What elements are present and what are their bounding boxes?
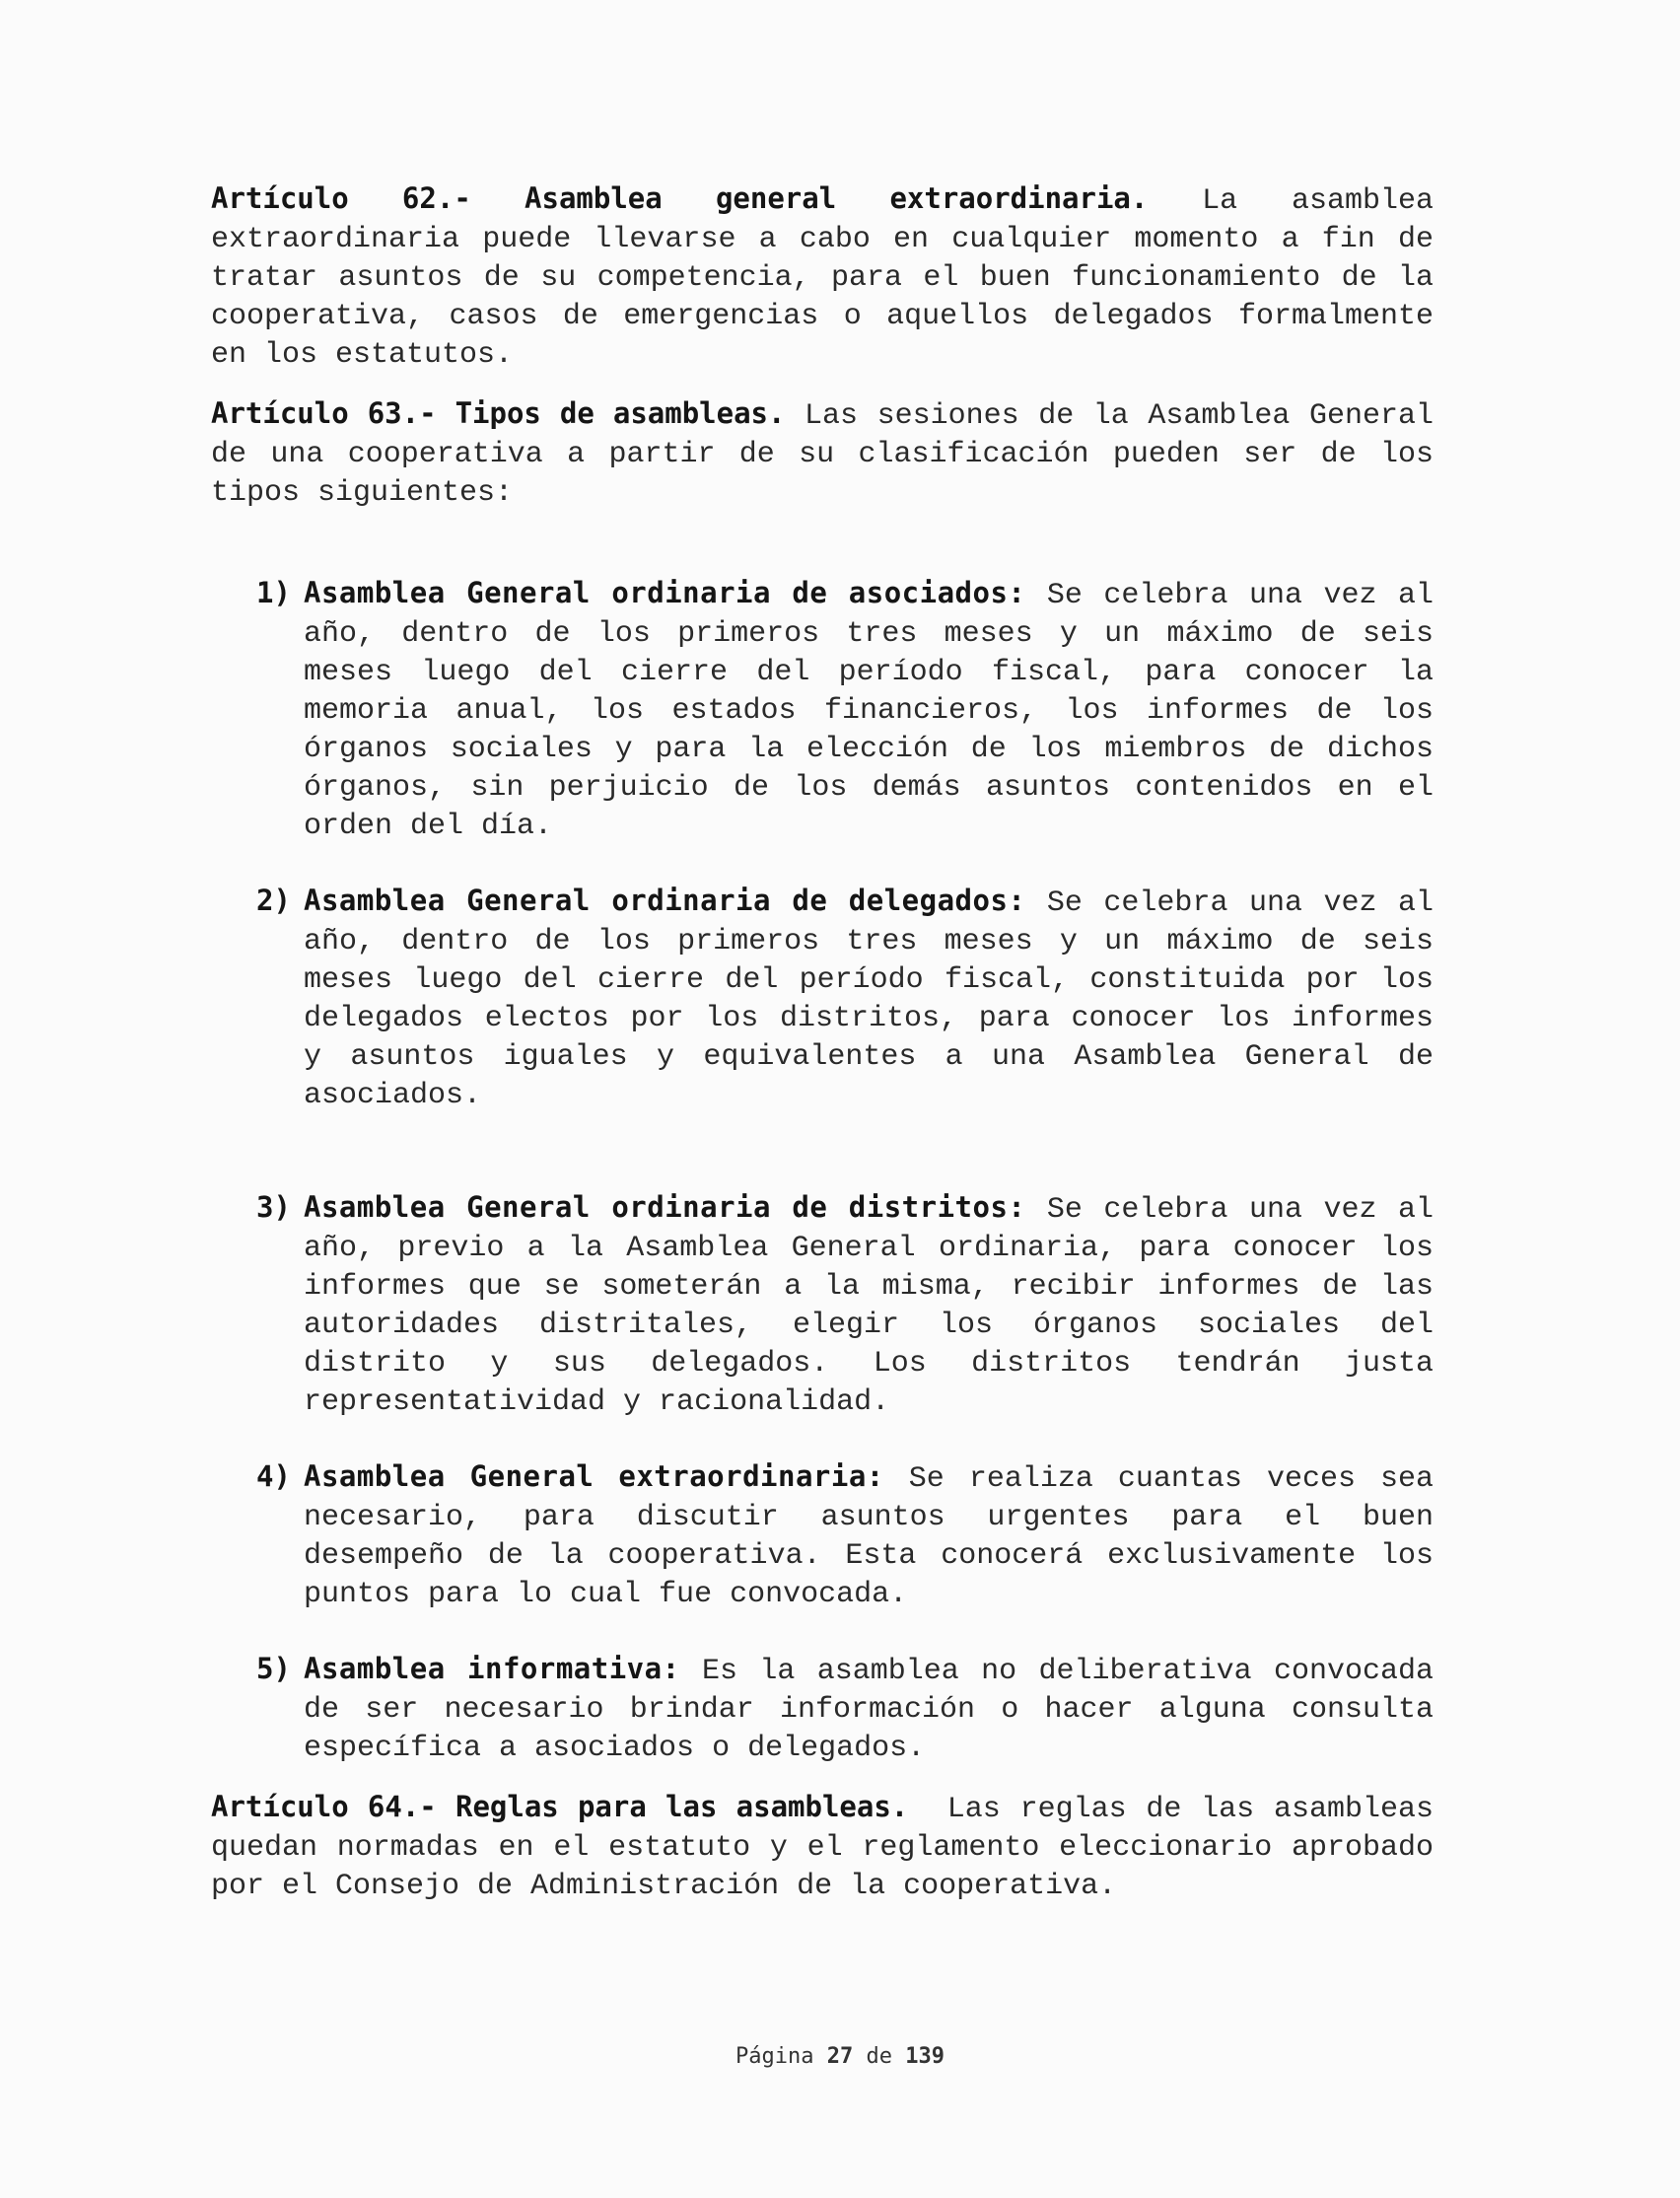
article-62 (211, 179, 1434, 375)
list-item-text: Se realiza cuantas veces sea necesario, para discutir asuntos urgentes para el buen desempeño de la cooperativa. Esta conocerá exclusivamente los puntos para lo cual fue convocada. (304, 1462, 1434, 1611)
list-item-text: Es la asamblea no deliberativa convocada de ser necesario brindar información o hacer alguna consulta específica a asociados o delegados. (304, 1655, 1434, 1765)
list-item-title: Asamblea General ordinaria de asociados: (304, 576, 1026, 609)
list-item-1 (211, 574, 1434, 846)
footer-middle: de (853, 2044, 906, 2069)
list-item-number: 5) (256, 1652, 291, 1685)
article-64 (211, 1788, 1452, 1906)
page-number-footer (0, 2044, 1680, 2069)
list-item-title: Asamblea General ordinaria de distritos: (304, 1190, 1026, 1224)
article-63-heading: Artículo 63.- Tipos de asambleas. (211, 396, 786, 430)
footer-prefix: Página (735, 2044, 827, 2069)
list-item-4 (211, 1457, 1434, 1614)
list-item-text: Se celebra una vez al año, dentro de los primeros tres meses y un máximo de seis meses luego del cierre del período fiscal, constituida por los delegados electos por los distritos, para conocer los informes y asuntos iguales y equivalentes a una Asamblea General de asociados. (304, 886, 1434, 1112)
article-62-heading: Artículo 62.- Asamblea general extraordinaria. (211, 181, 1149, 215)
list-item-5 (211, 1650, 1434, 1768)
article-63 (211, 394, 1434, 513)
list-item-title: Asamblea General ordinaria de delegados: (304, 884, 1026, 917)
article-62-body: La asamblea extraordinaria puede llevarse a cabo en cualquier momento a fin de tratar asuntos de su competencia, para el buen funcionamiento de la cooperativa, casos de emergencias o aquellos delegados formalmente en los estatutos. (211, 184, 1434, 372)
list-item-3 (211, 1188, 1434, 1422)
assembly-types-list (211, 574, 1434, 1768)
list-item-number: 4) (256, 1459, 291, 1493)
list-item-title: Asamblea General extraordinaria: (304, 1459, 884, 1493)
list-item-text: Se celebra una vez al año, dentro de los primeros tres meses y un máximo de seis meses luego del cierre del período fiscal, para conocer la memoria anual, los estados financieros, los informes de los órganos sociales y para la elección de los miembros de dichos órganos, sin perjuicio de los demás asuntos contenidos en el orden del día. (304, 579, 1434, 843)
article-64-body: Las reglas de las asambleas quedan normadas en el estatuto y el reglamento eleccionario aprobado por el Consejo de Administración de la cooperativa. (211, 1793, 1452, 1903)
article-63-body: Las sesiones de la Asamblea General de una cooperativa a partir de su clasificación pueden ser de los tipos siguientes: (211, 399, 1434, 510)
list-item-text: Se celebra una vez al año, previo a la Asamblea General ordinaria, para conocer los informes que se someterán a la misma, recibir informes de las autoridades distritales, elegir los órganos sociales del distrito y sus delegados. Los distritos tendrán justa representatividad y racionalidad. (304, 1193, 1434, 1419)
footer-total-pages: 139 (905, 2044, 945, 2069)
footer-current-page: 27 (826, 2044, 854, 2069)
page-content (211, 179, 1452, 1906)
list-item-number: 3) (256, 1190, 291, 1224)
list-item-title: Asamblea informativa: (304, 1652, 680, 1685)
list-item-2 (211, 882, 1434, 1115)
article-64-heading: Artículo 64.- Reglas para las asambleas. (211, 1790, 909, 1823)
list-item-number: 1) (256, 576, 291, 609)
list-item-number: 2) (256, 884, 291, 917)
